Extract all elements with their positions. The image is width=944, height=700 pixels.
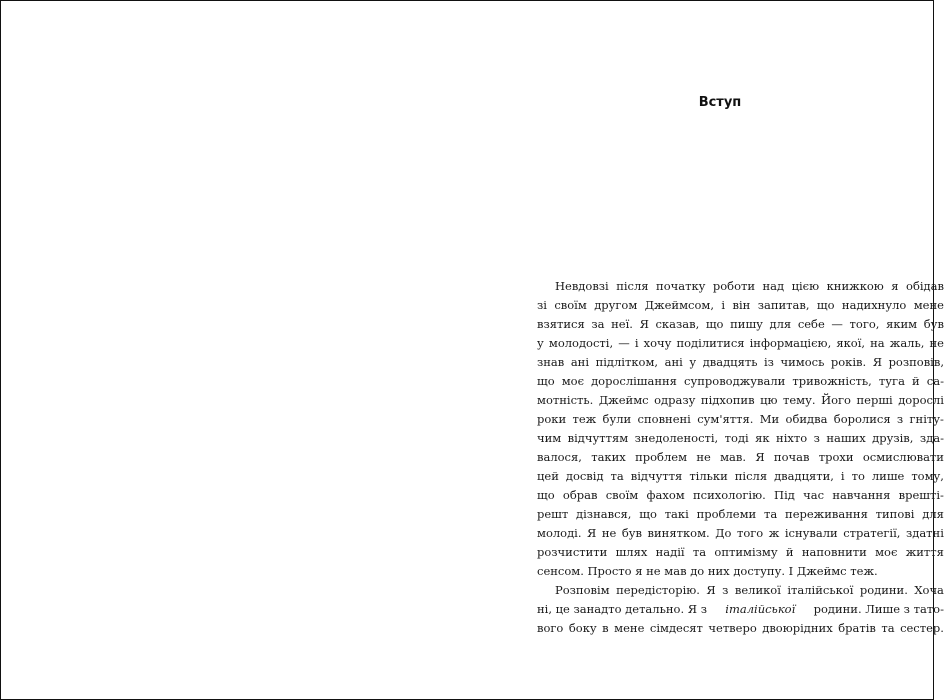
word: тому, [911, 469, 944, 483]
word: мене [913, 298, 944, 312]
word: роботи [712, 279, 756, 293]
word: і [634, 336, 639, 350]
left-page [1, 1, 468, 699]
word: того, [849, 317, 880, 331]
word: четверо [708, 621, 757, 635]
word: Джеймсом, [644, 298, 715, 312]
word: і [840, 469, 845, 483]
word: таких [591, 450, 626, 464]
word: поділитися [676, 336, 745, 350]
word: своїм [605, 488, 639, 502]
word: підлітком, [595, 355, 659, 369]
word: на [870, 336, 885, 350]
word: Під [774, 488, 795, 502]
word: не [696, 450, 711, 464]
text-run: родини. Лише з тато- [809, 602, 944, 616]
text-line [537, 334, 944, 353]
word: проблем [635, 450, 688, 464]
text-line [537, 372, 944, 391]
word: — [831, 317, 843, 331]
word: гніту- [909, 412, 944, 426]
word: себе [797, 317, 825, 331]
word: психологію. [692, 488, 766, 502]
word: та [610, 469, 624, 483]
word: пишу [730, 317, 763, 331]
word: шлях [615, 545, 648, 559]
word: боролися [833, 412, 891, 426]
word: переживання [785, 507, 868, 521]
word: Ми [759, 412, 780, 426]
word: що [816, 298, 835, 312]
word: осмислювати [862, 450, 944, 464]
word: такі [664, 507, 689, 521]
text-line [537, 467, 944, 486]
word: родини. [859, 583, 908, 597]
word: у [537, 336, 544, 350]
word: молоді. [537, 526, 582, 540]
word: у [689, 355, 697, 369]
text-line-italic [537, 600, 944, 619]
word: що [537, 374, 555, 388]
word: винятком. [647, 526, 710, 540]
word: цю [760, 393, 778, 407]
word: решт [537, 507, 569, 521]
word: стратегії, [843, 526, 901, 540]
word: Я [872, 355, 883, 369]
word: то [851, 469, 865, 483]
word: тоді [724, 431, 749, 445]
word: він [732, 298, 751, 312]
word: ані [664, 355, 683, 369]
word: не [601, 526, 617, 540]
word: молодості, [548, 336, 614, 350]
word: Розповім [555, 583, 610, 597]
word: що [705, 317, 724, 331]
word: дорослі [898, 393, 944, 407]
word: над [762, 279, 785, 293]
word: підхопив [700, 393, 755, 407]
word: життя [905, 545, 944, 559]
word: трохи [818, 450, 854, 464]
word: Я [755, 450, 765, 464]
word: запитав, [757, 298, 810, 312]
word: Я [587, 526, 597, 540]
word: своїм [554, 298, 587, 312]
word: роки [537, 412, 567, 426]
word: для [922, 507, 944, 521]
word: був [621, 526, 643, 540]
word: проблеми [696, 507, 757, 521]
word: та [881, 621, 895, 635]
word: та [692, 545, 707, 559]
word: Я [639, 317, 649, 331]
word: того [736, 526, 764, 540]
word: двоюрідних [762, 621, 833, 635]
word: сказав, [655, 317, 700, 331]
text-line [537, 619, 944, 638]
word: дізнався, [576, 507, 632, 521]
word: я [891, 279, 899, 293]
word: здатні [905, 526, 944, 540]
word: був [923, 317, 944, 331]
word: і [721, 298, 726, 312]
word: розчистити [537, 545, 608, 559]
word: що [639, 507, 657, 521]
word: сестер. [900, 621, 944, 635]
word: ж [768, 526, 780, 540]
word: До [715, 526, 732, 540]
word: ніхто [776, 431, 808, 445]
word: розповів, [888, 355, 944, 369]
text-line [537, 505, 944, 524]
word: із [764, 355, 774, 369]
text-line [537, 296, 944, 315]
word: оптимізму [714, 545, 778, 559]
word: цією [791, 279, 820, 293]
text-line [537, 429, 944, 448]
word: са- [926, 374, 944, 388]
word: після [616, 279, 649, 293]
text-run: ні, це занадто детально. Я з [537, 602, 711, 616]
word: італійської [787, 583, 854, 597]
word: дорослішання [591, 374, 677, 388]
text-line [537, 448, 944, 467]
text-line [537, 543, 944, 562]
word: мене [614, 621, 645, 635]
word: існували [784, 526, 838, 540]
word: тривожність, [792, 374, 872, 388]
word: й [785, 545, 794, 559]
word: сімдесят [649, 621, 703, 635]
word: Джеймс [598, 393, 649, 407]
word: за [591, 317, 605, 331]
word: інформацією, [749, 336, 832, 350]
word: з [722, 583, 729, 597]
word: хочу [643, 336, 672, 350]
word: врешті- [898, 488, 944, 502]
word: обидва [785, 412, 828, 426]
word: друзів, [872, 431, 914, 445]
word: мотність. [537, 393, 594, 407]
word: неї. [611, 317, 633, 331]
word: досвід [565, 469, 604, 483]
word: двадцять [702, 355, 758, 369]
text-line [537, 581, 944, 600]
word: обідав [906, 279, 944, 293]
word: одразу [654, 393, 696, 407]
word: наших [826, 431, 866, 445]
text-line [537, 353, 944, 372]
word: надії [655, 545, 685, 559]
word: взятися [537, 317, 585, 331]
word: яким [886, 317, 918, 331]
body-text [537, 277, 944, 638]
word: надихнуло [841, 298, 907, 312]
word: моє [875, 545, 898, 559]
word: Його [821, 393, 851, 407]
word: знедоленості, [634, 431, 719, 445]
word: Хоча [914, 583, 944, 597]
word: фахом [646, 488, 685, 502]
word: відчуттям [567, 431, 629, 445]
word: другом [594, 298, 638, 312]
word: тему. [783, 393, 816, 407]
chapter-title: Вступ [698, 95, 742, 110]
word: початку [656, 279, 706, 293]
word: чим [537, 431, 562, 445]
word: вого [537, 621, 564, 635]
text-line [537, 391, 944, 410]
word: зі [537, 298, 547, 312]
word: перші [856, 393, 893, 407]
text-line [537, 277, 944, 296]
word: теж [572, 412, 597, 426]
right-page [468, 1, 944, 699]
word: двадцяти, [774, 469, 834, 483]
word: передісторію. [616, 583, 700, 597]
word: були [602, 412, 632, 426]
word: з [813, 431, 820, 445]
text-line [537, 315, 944, 334]
word: час [803, 488, 825, 502]
word: обрав [562, 488, 598, 502]
word: Я [706, 583, 716, 597]
word: великої [734, 583, 781, 597]
word: як [755, 431, 770, 445]
word: що [537, 488, 555, 502]
word: типові [875, 507, 915, 521]
italic-emphasis: італійської [725, 602, 796, 616]
text-line: сенсом. Просто я не мав до них доступу. І Джеймс теж. [537, 564, 878, 578]
word: почав [773, 450, 810, 464]
word: Невдовзі [555, 279, 609, 293]
word: валося, [537, 450, 582, 464]
word: чимось [780, 355, 825, 369]
word: ані [570, 355, 590, 369]
word: для [769, 317, 792, 331]
word: туга [878, 374, 905, 388]
word: супроводжували [684, 374, 786, 388]
word: тільки [689, 469, 728, 483]
word: братів [838, 621, 876, 635]
word: книжкою [826, 279, 884, 293]
word: цей [537, 469, 559, 483]
word: наповнити [801, 545, 867, 559]
word: мав. [720, 450, 747, 464]
word: років. [830, 355, 867, 369]
word: після [734, 469, 768, 483]
word: зда- [919, 431, 944, 445]
word: лише [871, 469, 905, 483]
text-line [537, 524, 944, 543]
word: з [896, 412, 904, 426]
word: відчуття [630, 469, 683, 483]
word: не [929, 336, 944, 350]
word: й [912, 374, 920, 388]
word: знав [537, 355, 565, 369]
word: та [764, 507, 778, 521]
word: — [618, 336, 630, 350]
word: боку [568, 621, 597, 635]
word: сповнені [637, 412, 691, 426]
word: моє [561, 374, 585, 388]
word: в [602, 621, 609, 635]
text-line [537, 486, 944, 505]
word: сум'яття. [697, 412, 754, 426]
word: якої, [836, 336, 866, 350]
word: жаль, [889, 336, 925, 350]
word: навчання [832, 488, 891, 502]
text-line [537, 410, 944, 429]
